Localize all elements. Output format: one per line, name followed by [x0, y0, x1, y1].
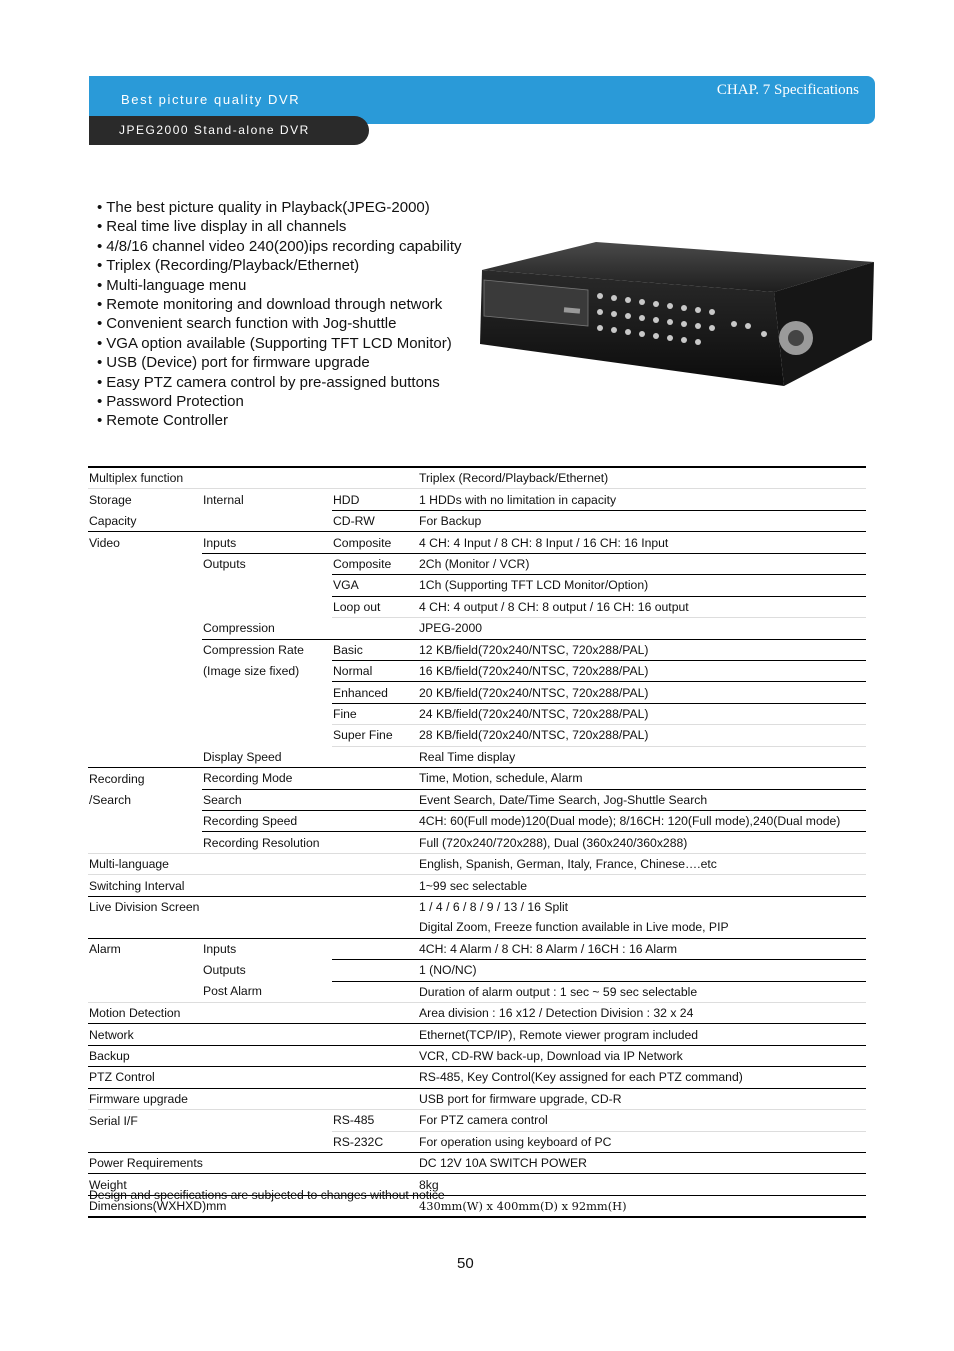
spec-value: USB port for firmware upgrade, CD-R: [418, 1088, 866, 1109]
page-number: 50: [457, 1255, 474, 1272]
table-row: [88, 896, 866, 917]
feature-item: • VGA option available (Supporting TFT LCD Monitor): [97, 334, 462, 353]
spec-label: Network: [88, 1024, 202, 1045]
table-row: [88, 596, 866, 617]
table-row: [88, 875, 866, 896]
feature-item: • 4/8/16 channel video 240(200)ips recording capability: [97, 237, 462, 256]
table-row: [88, 510, 866, 531]
table-row: [88, 938, 866, 959]
table-row: [88, 789, 866, 810]
dvr-device-photo: [478, 240, 874, 386]
spec-value: 16 KB/field(720x240/NTSC, 720x288/PAL): [418, 660, 866, 681]
table-row: [88, 832, 866, 853]
table-row: [88, 682, 866, 703]
header-subband: [89, 116, 369, 145]
spec-label: Recording: [89, 771, 145, 786]
feature-item: • Easy PTZ camera control by pre-assigned buttons: [97, 373, 462, 392]
spec-label: Motion Detection: [88, 1002, 202, 1023]
spec-type: CD-RW: [332, 510, 418, 531]
spec-sublabel: Post Alarm: [202, 981, 332, 1002]
spec-sublabel: Recording Mode: [202, 768, 332, 789]
spec-value: 28 KB/field(720x240/NTSC, 720x288/PAL): [418, 725, 866, 746]
table-row: [88, 1024, 866, 1045]
spec-type: Loop out: [332, 596, 418, 617]
spec-value: Area division : 16 x12 / Detection Division : 32 x 24: [418, 1002, 866, 1023]
table-row: [88, 703, 866, 724]
table-row: [88, 981, 866, 1002]
spec-sublabel: Search: [202, 789, 332, 810]
spec-value: 1 (NO/NC): [418, 960, 866, 981]
spec-label: /Search: [89, 792, 132, 807]
table-row: [88, 553, 866, 574]
spec-label: Video: [89, 535, 120, 550]
feature-item: • The best picture quality in Playback(JPEG-2000): [97, 198, 462, 217]
spec-sublabel: Recording Speed: [202, 811, 332, 832]
spec-type: Basic: [332, 639, 418, 660]
spec-label: Alarm: [89, 942, 121, 957]
table-row: [88, 1067, 866, 1088]
spec-label: PTZ Control: [88, 1067, 202, 1088]
spec-type: Normal: [332, 660, 418, 681]
spec-value: For operation using keyboard of PC: [418, 1131, 866, 1152]
feature-item: • Remote monitoring and download through network: [97, 295, 462, 314]
spec-value: Event Search, Date/Time Search, Jog-Shuttle Search: [418, 789, 866, 810]
table-row: [88, 1153, 866, 1174]
table-row: [88, 1002, 866, 1023]
spec-value: 4CH: 4 Alarm / 8 CH: 8 Alarm / 16CH : 16 Alarm: [418, 938, 866, 959]
feature-item: • Password Protection: [97, 392, 462, 411]
header-subtitle: JPEG2000 Stand-alone DVR: [119, 123, 310, 137]
spec-value: 24 KB/field(720x240/NTSC, 720x288/PAL): [418, 703, 866, 724]
table-row: [88, 746, 866, 767]
feature-item: • Multi-language menu: [97, 276, 462, 295]
table-row: [88, 1088, 866, 1109]
spec-label: Power Requirements: [88, 1153, 202, 1174]
spec-type: RS-485: [332, 1110, 418, 1131]
table-row: [88, 811, 866, 832]
spec-value: VCR, CD-RW back-up, Download via IP Network: [418, 1045, 866, 1066]
spec-label: Firmware upgrade: [88, 1088, 202, 1109]
table-row: [88, 489, 866, 510]
feature-item: • Triplex (Recording/Playback/Ethernet): [97, 256, 462, 275]
header-title: Best picture quality DVR: [121, 92, 301, 107]
spec-type: RS-232C: [332, 1131, 418, 1152]
feature-item: • USB (Device) port for firmware upgrade: [97, 353, 462, 372]
table-row: [88, 467, 866, 489]
table-row: [88, 575, 866, 596]
spec-value: English, Spanish, German, Italy, France, Chinese….etc: [418, 853, 866, 874]
spec-type: VGA: [332, 575, 418, 596]
spec-label: Weight: [88, 1174, 202, 1195]
feature-item: • Real time live display in all channels: [97, 217, 462, 236]
spec-value: DC 12V 10A SWITCH POWER: [418, 1153, 866, 1174]
spec-value: JPEG-2000: [418, 618, 866, 639]
spec-label: Storage: [89, 492, 132, 507]
spec-type: Composite: [332, 553, 418, 574]
spec-value: 4 CH: 4 Input / 8 CH: 8 Input / 16 CH: 16 Input: [418, 532, 866, 553]
spec-sublabel: Internal: [203, 492, 244, 507]
spec-type: Super Fine: [332, 725, 418, 746]
feature-item: • Convenient search function with Jog-shuttle: [97, 314, 462, 333]
table-row: [88, 1045, 866, 1066]
spec-label: Switching Interval: [88, 875, 202, 896]
spec-value: 430mm(W) x 400mm(D) x 92mm(H): [419, 1199, 627, 1214]
table-row: [88, 768, 866, 789]
feature-item: • Remote Controller: [97, 411, 462, 430]
spec-value: 1Ch (Supporting TFT LCD Monitor/Option): [418, 575, 866, 596]
spec-value: Duration of alarm output : 1 sec ~ 59 sec selectable: [418, 981, 866, 1002]
table-row: [88, 725, 866, 746]
spec-value: Time, Motion, schedule, Alarm: [418, 768, 866, 789]
spec-label: Serial I/F: [89, 1113, 138, 1128]
table-row: [88, 1110, 866, 1131]
spec-value: 1~99 sec selectable: [418, 875, 866, 896]
spec-table: [88, 466, 866, 1218]
spec-label: Live Division Screen: [89, 899, 200, 914]
table-row: [88, 960, 866, 981]
spec-sublabel: Recording Resolution: [202, 832, 332, 853]
spec-value: 8kg: [418, 1174, 866, 1195]
spec-value: 12 KB/field(720x240/NTSC, 720x288/PAL): [418, 639, 866, 660]
spec-value: Triplex (Record/Playback/Ethernet): [418, 467, 866, 489]
spec-type: Fine: [332, 703, 418, 724]
spec-sublabel: Outputs: [203, 963, 246, 978]
table-row: [88, 532, 866, 553]
spec-type: Enhanced: [332, 682, 418, 703]
spec-label: Dimensions(WXHXD)mm: [89, 1199, 227, 1214]
table-row: [88, 853, 866, 874]
spec-value: Real Time display: [418, 746, 866, 767]
spec-label: Backup: [88, 1045, 202, 1066]
spec-sublabel: Outputs: [203, 557, 246, 572]
feature-list: [97, 198, 462, 431]
spec-value: For Backup: [418, 510, 866, 531]
table-row: [88, 639, 866, 660]
spec-type: HDD: [332, 489, 418, 510]
spec-value: 4CH: 60(Full mode)120(Dual mode); 8/16CH: 120(Full mode),240(Dual mode): [418, 811, 866, 832]
spec-type: Composite: [332, 532, 418, 553]
spec-value: Ethernet(TCP/IP), Remote viewer program included: [418, 1024, 866, 1045]
spec-value: 20 KB/field(720x240/NTSC, 720x288/PAL): [418, 682, 866, 703]
spec-label: Multi-language: [88, 853, 202, 874]
spec-sublabel-note: (Image size fixed): [203, 664, 300, 679]
spec-sublabel: Compression: [202, 618, 332, 639]
spec-value: 4 CH: 4 output / 8 CH: 8 output / 16 CH: 16 output: [418, 596, 866, 617]
spec-value: For PTZ camera control: [418, 1110, 866, 1131]
chapter-title: CHAP. 7 Specifications: [716, 82, 859, 98]
spec-notice: Design and specifications are subjected to changes without notice: [89, 1188, 445, 1202]
table-row: [88, 917, 866, 938]
spec-value: RS-485, Key Control(Key assigned for each PTZ command): [418, 1067, 866, 1088]
spec-sublabel: Compression Rate: [203, 642, 304, 657]
spec-sublabel: Inputs: [203, 942, 237, 957]
spec-label: Multiplex function: [88, 467, 202, 489]
spec-value: Digital Zoom, Freeze function available in Live mode, PIP: [418, 917, 866, 938]
spec-value: 1 / 4 / 6 / 8 / 9 / 13 / 16 Split: [419, 899, 569, 914]
spec-value: 2Ch (Monitor / VCR): [418, 553, 866, 574]
spec-sublabel: Inputs: [202, 532, 332, 553]
spec-value: 1 HDDs with no limitation in capacity: [418, 489, 866, 510]
table-row: [88, 618, 866, 639]
table-row: [88, 1131, 866, 1152]
spec-label: Capacity: [88, 510, 202, 531]
spec-value: Full (720x240/720x288), Dual (360x240/360x288): [418, 832, 866, 853]
table-row: [88, 660, 866, 681]
spec-sublabel: Display Speed: [202, 746, 332, 767]
